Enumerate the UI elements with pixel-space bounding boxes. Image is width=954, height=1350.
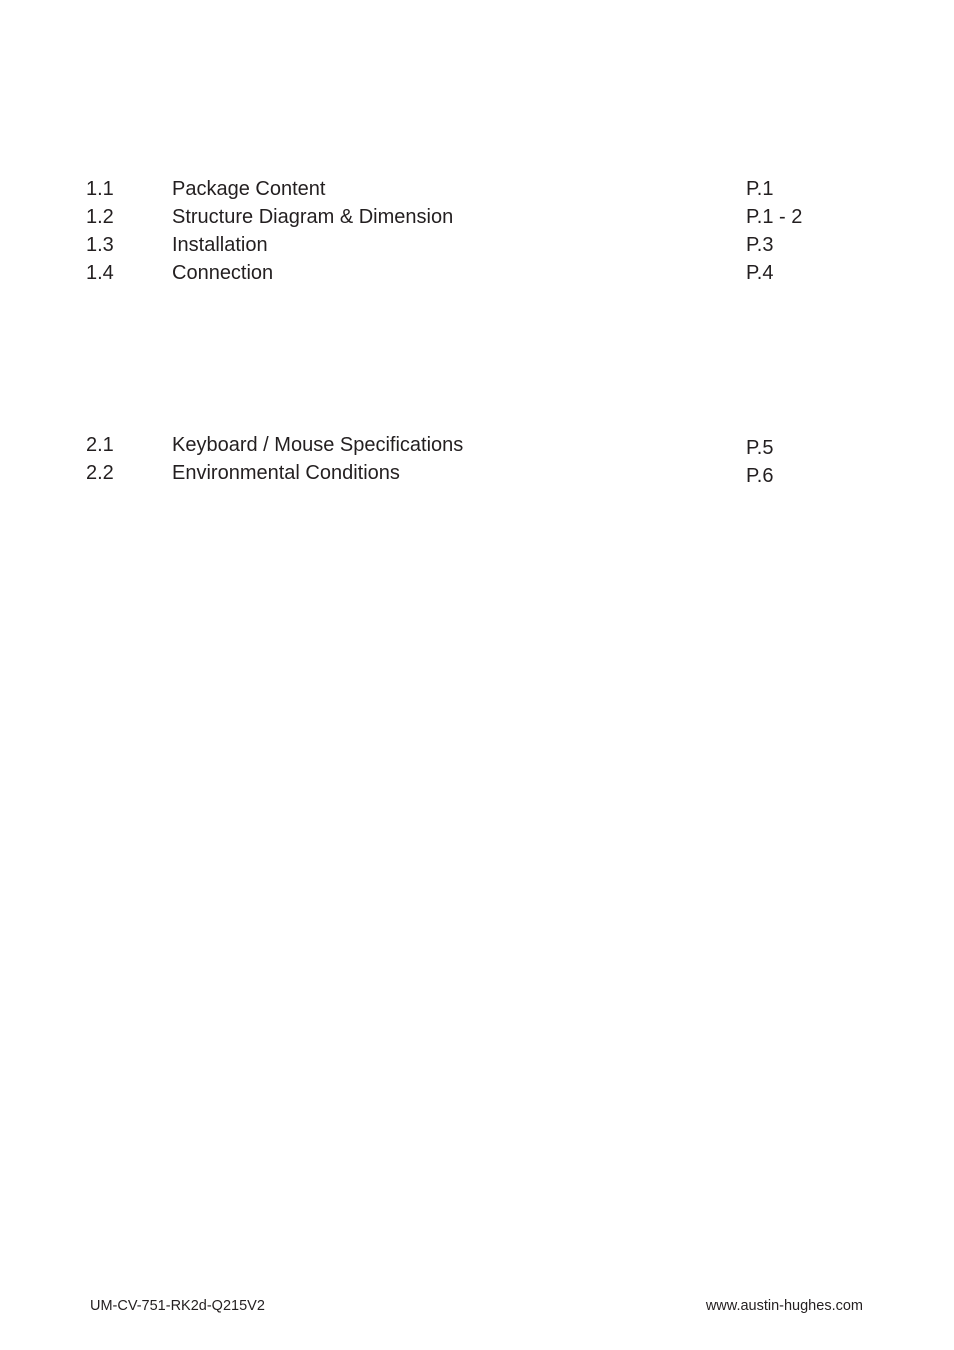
toc-entry-title: Structure Diagram & Dimension [172,206,454,228]
toc-entry-number: 1.4 [86,262,114,284]
toc-entry[interactable] [0,231,954,259]
footer-doc-code: UM-CV-751-RK2d-Q215V2 [90,1298,265,1314]
toc-entry[interactable] [0,259,954,287]
toc-entry[interactable] [0,431,954,459]
toc-entry-page: P.3 [746,234,774,256]
toc-entry-page: P.4 [746,262,774,284]
toc-entry-page: P.1 - 2 [746,206,803,228]
toc-entry-title: Environmental Conditions [172,462,400,484]
toc-entry[interactable] [0,459,954,487]
toc-entry[interactable] [0,175,954,203]
toc-entry-page: P.1 [746,178,774,200]
toc-entry-page: P.5 [746,437,774,459]
toc-entry-title: Keyboard / Mouse Specifications [172,434,464,456]
footer-website-link[interactable]: www.austin-hughes.com [705,1298,863,1314]
toc-entry-page: P.6 [746,465,774,487]
toc-entry-title: Connection [172,262,274,284]
toc-entry-number: 2.1 [86,434,114,456]
toc-entry-number: 1.2 [86,206,114,228]
toc-entry-title: Installation [172,234,268,256]
toc-entry-number: 1.1 [86,178,114,200]
toc-entry-number: 2.2 [86,462,114,484]
toc-entry[interactable] [0,203,954,231]
toc-entry-number: 1.3 [86,234,114,256]
toc-entry-title: Package Content [172,178,326,200]
